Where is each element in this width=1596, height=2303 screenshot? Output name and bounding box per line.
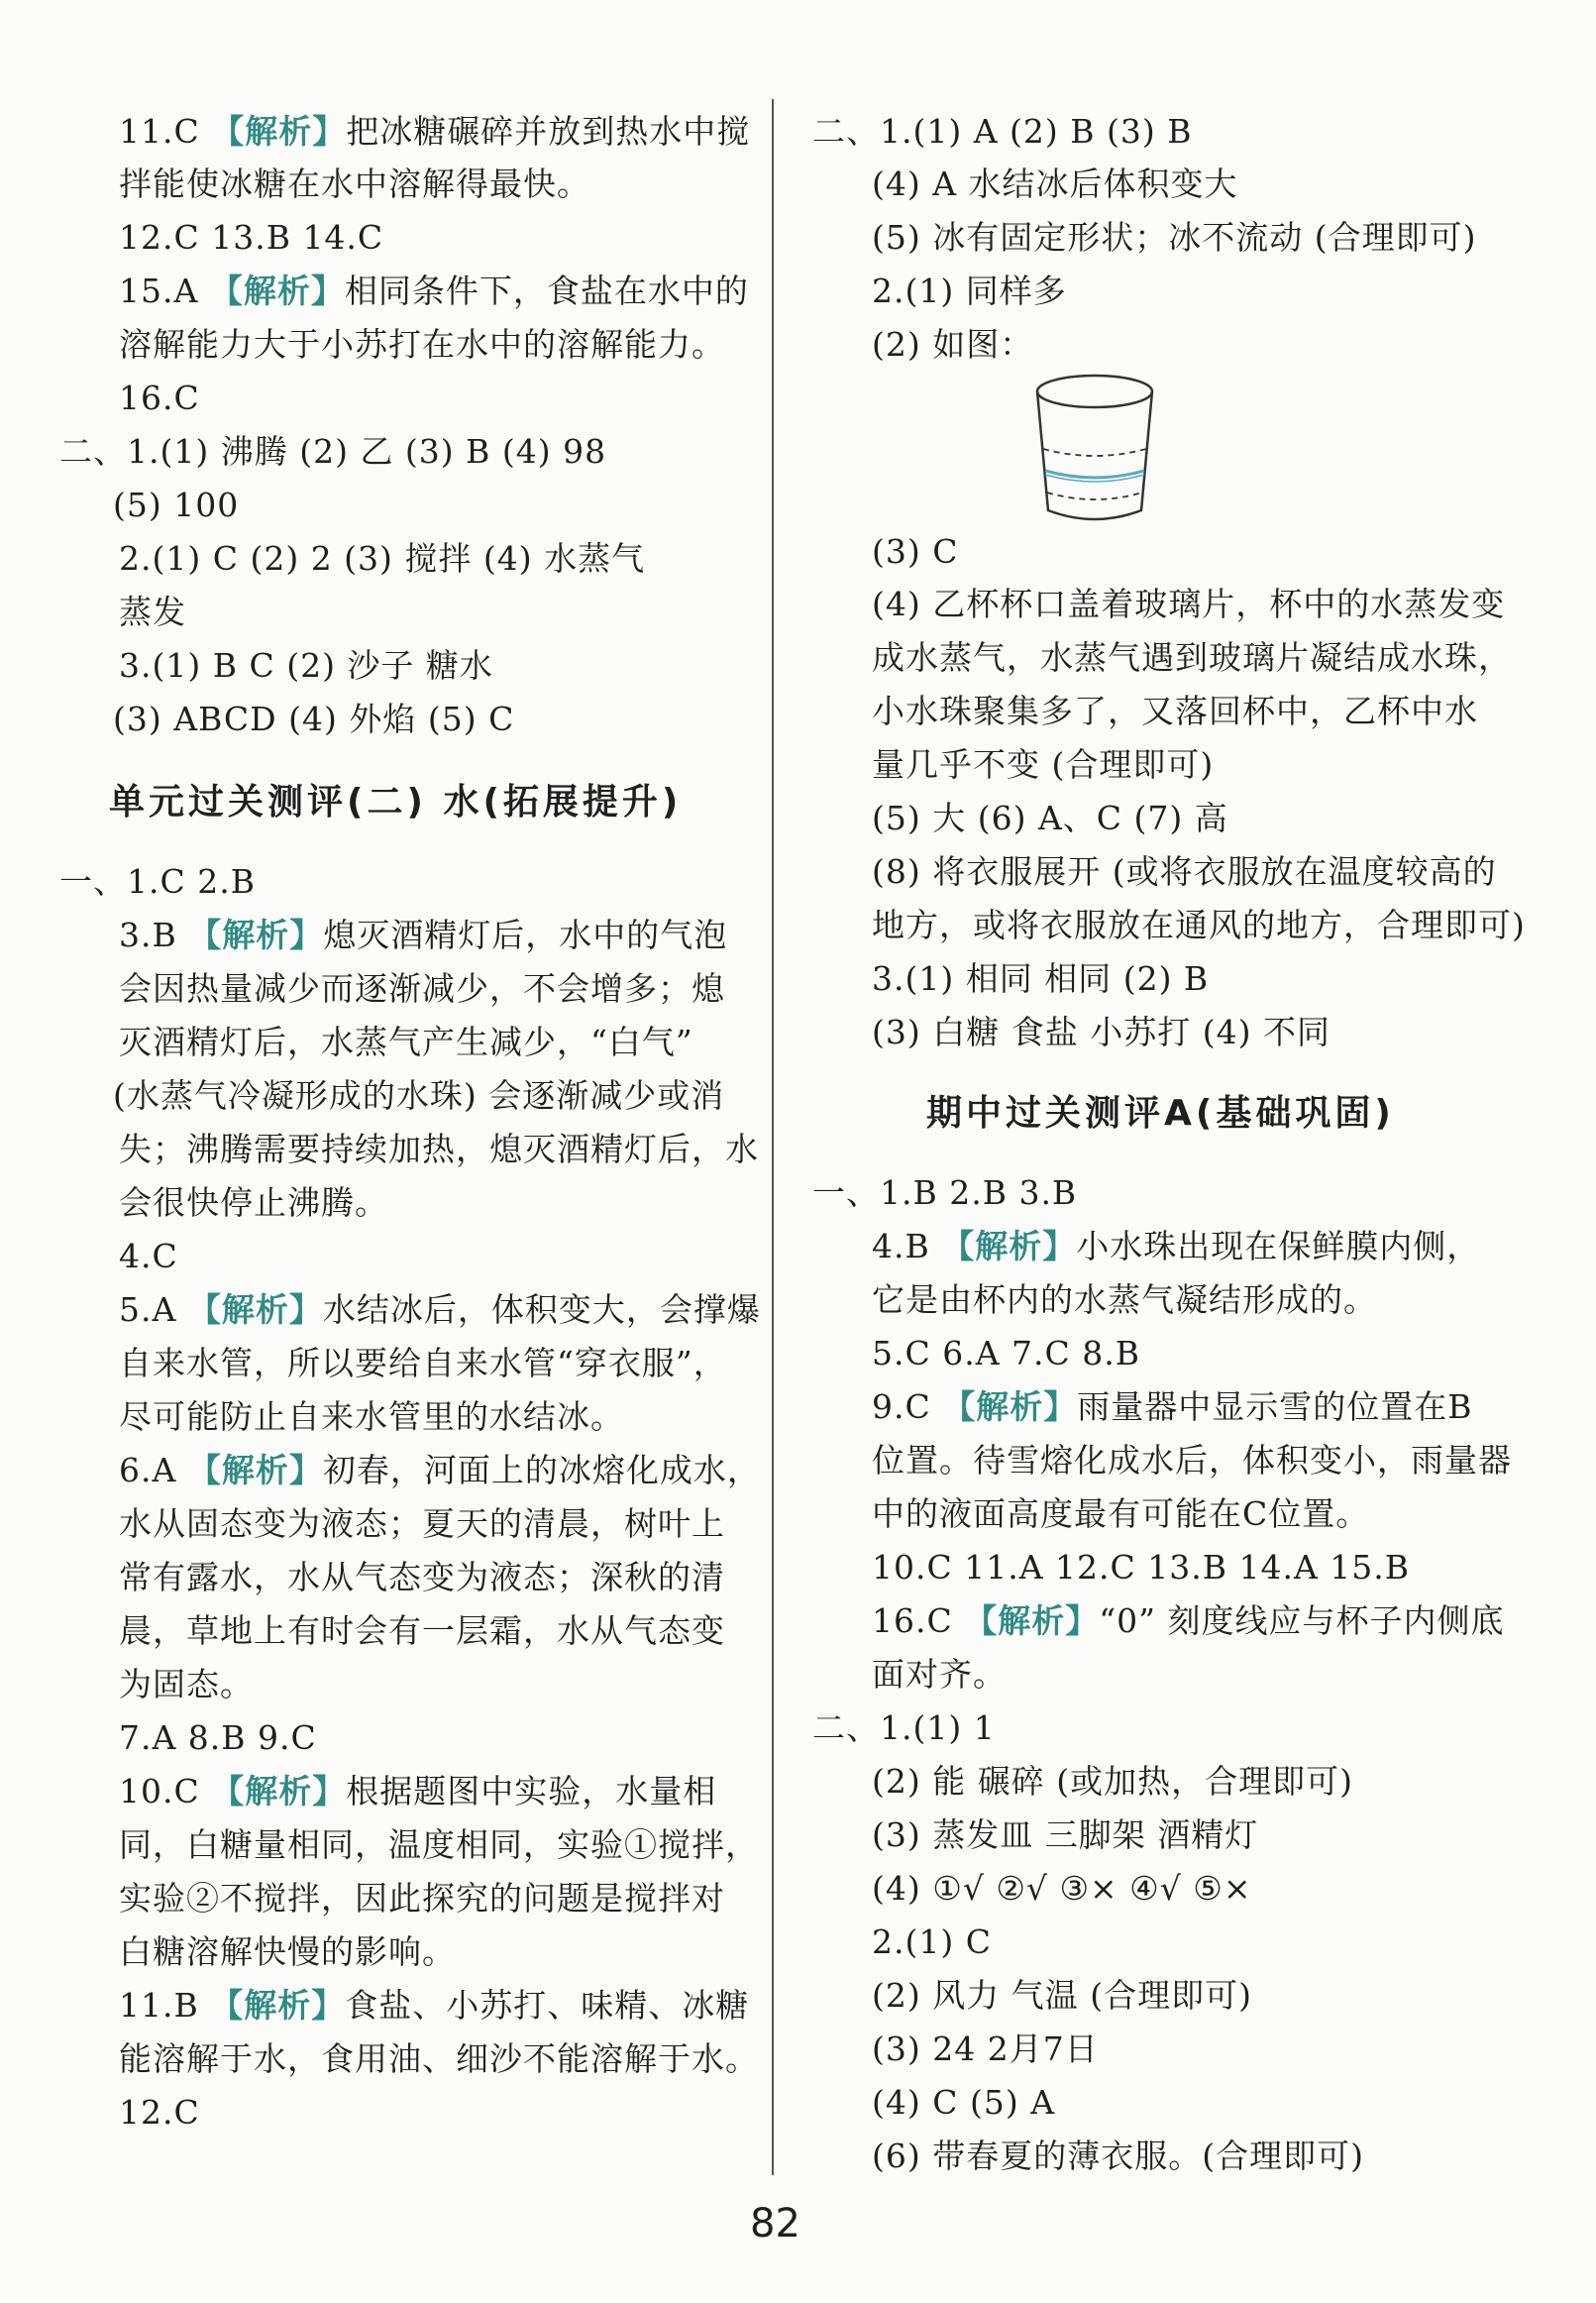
answer-line: 7.A 8.B 9.C	[119, 1718, 317, 1757]
analysis-tag: 【解析】	[942, 1387, 1078, 1426]
answer-line: (8) 将衣服展开 (或将衣服放在温度较高的	[872, 852, 1497, 891]
answer-line: 11.C 【解析】把冰糖碾碎并放到热水中搅	[119, 112, 751, 151]
answer-line: 2.(1) C	[872, 1922, 992, 1961]
bottom-dashed-line	[1047, 493, 1142, 499]
answer-line: 15.A 【解析】相同条件下，食盐在水中的	[119, 272, 749, 310]
answer-line: 5.A 【解析】水结冰后，体积变大，会撑爆	[119, 1290, 761, 1329]
section-heading: 期中过关测评A(基础巩固)	[926, 1093, 1395, 1134]
beaker-rim	[1037, 376, 1152, 407]
answer-line: 位置。待雪熔化成水后，体积变小，雨量器	[872, 1441, 1512, 1480]
beaker-illustration	[1030, 372, 1159, 530]
answer-line: (水蒸气冷凝形成的水珠) 会逐渐减少或消	[113, 1076, 725, 1115]
answer-line: 拌能使冰糖在水中溶解得最快。	[119, 164, 590, 203]
analysis-tag: 【解析】	[187, 1451, 323, 1489]
answer-line: 晨，草地上有时会有一层霜，水从气态变	[119, 1611, 725, 1650]
analysis-tag: 【解析】	[211, 1772, 347, 1810]
answer-line: (6) 带春夏的薄衣服。(合理即可)	[872, 2137, 1364, 2175]
answer-line: 会很快停止沸腾。	[119, 1183, 388, 1222]
answer-line: (5) 大 (6) A、C (7) 高	[872, 799, 1228, 837]
answer-line: 4.C	[119, 1237, 178, 1275]
answer-line: 尽可能防止自来水管里的水结冰。	[119, 1397, 624, 1436]
answer-line: 11.B 【解析】食盐、小苏打、味精、冰糖	[119, 1986, 750, 2025]
answer-line: 小水珠聚集多了，又落回杯中，乙杯中水	[872, 692, 1478, 730]
answer-line: 地方，或将衣服放在通风的地方，合理即可)	[872, 906, 1526, 944]
page-number: 82	[750, 2201, 800, 2247]
answer-line: 能溶解于水，食用油、细沙不能溶解于水。	[119, 2039, 759, 2078]
column-divider	[772, 99, 774, 2175]
analysis-tag: 【解析】	[210, 1986, 346, 2025]
answer-line: 16.C 【解析】“0” 刻度线应与杯子内侧底	[872, 1601, 1505, 1640]
answer-line: 10.C 【解析】根据题图中实验，水量相	[119, 1772, 717, 1810]
answer-line: 自来水管，所以要给自来水管“穿衣服”，	[119, 1344, 727, 1382]
answer-line: 10.C 11.A 12.C 13.B 14.A 15.B	[872, 1548, 1410, 1587]
analysis-tag: 【解析】	[941, 1227, 1077, 1265]
answer-line: 水从固态变为液态；夏天的清晨，树叶上	[119, 1504, 725, 1543]
answer-line: 它是由杯内的水蒸气凝结形成的。	[872, 1280, 1377, 1319]
analysis-tag: 【解析】	[187, 1290, 323, 1329]
answer-line: 5.C 6.A 7.C 8.B	[872, 1334, 1140, 1372]
answer-line: 常有露水，水从气态变为液态；深秋的清	[119, 1558, 725, 1596]
answer-line: (2) 能 碾碎 (或加热，合理即可)	[872, 1762, 1353, 1801]
answer-line: 灭酒精灯后，水蒸气产生减少，“白气”	[119, 1023, 693, 1061]
answer-line: 12.C 13.B 14.C	[119, 218, 384, 257]
answer-line: 二、1.(1) 1	[812, 1708, 996, 1747]
answer-line: 白糖溶解快慢的影响。	[119, 1932, 456, 1971]
answer-line: 溶解能力大于小苏打在水中的溶解能力。	[119, 325, 725, 364]
answer-line: (4) ①√ ②√ ③× ④√ ⑤×	[872, 1869, 1252, 1908]
answer-line: 会因热量减少而逐渐减少，不会增多；熄	[119, 969, 725, 1008]
answer-line: (3) ABCD (4) 外焰 (5) C	[113, 700, 515, 738]
answer-line: 量几乎不变 (合理即可)	[872, 745, 1215, 784]
answer-line: 同，白糖量相同，温度相同，实验①搅拌，	[119, 1825, 759, 1864]
answer-line: 实验②不搅拌，因此探究的问题是搅拌对	[119, 1879, 725, 1918]
answer-line: (5) 100	[113, 486, 240, 524]
answer-line: 成水蒸气，水蒸气遇到玻璃片凝结成水珠，	[872, 638, 1512, 677]
answer-line: (4) A 水结冰后体积变大	[872, 164, 1238, 203]
answer-line: 6.A 【解析】初春，河面上的冰熔化成水，	[119, 1451, 761, 1489]
section-heading: 单元过关测评(二) 水(拓展提升)	[109, 782, 683, 822]
answer-line: 2.(1) 同样多	[872, 272, 1067, 310]
water-level-line	[1045, 471, 1144, 478]
answer-line: (3) 白糖 食盐 小苏打 (4) 不同	[872, 1013, 1330, 1051]
answer-line: (3) C	[872, 532, 959, 571]
answer-line: 3.B 【解析】熄灭酒精灯后，水中的气泡	[119, 916, 728, 954]
answer-line: 一、1.B 2.B 3.B	[812, 1173, 1078, 1212]
answer-line: 失；沸腾需要持续加热，熄灭酒精灯后，水	[119, 1130, 759, 1168]
answer-line: 二、1.(1) 沸腾 (2) 乙 (3) B (4) 98	[59, 432, 607, 471]
analysis-tag: 【解析】	[188, 916, 324, 954]
answer-line: (4) 乙杯杯口盖着玻璃片，杯中的水蒸发变	[872, 585, 1506, 623]
answer-line: 蒸发	[119, 593, 186, 631]
answer-line: 2.(1) C (2) 2 (3) 搅拌 (4) 水蒸气	[119, 539, 646, 578]
analysis-tag: 【解析】	[964, 1601, 1100, 1640]
answer-line: (2) 如图：	[872, 325, 1034, 364]
answer-line: 4.B 【解析】小水珠出现在保鲜膜内侧，	[872, 1227, 1481, 1265]
answer-line: (3) 蒸发皿 三脚架 酒精灯	[872, 1815, 1259, 1854]
analysis-tag: 【解析】	[211, 112, 347, 151]
answer-line: (4) C (5) A	[872, 2083, 1056, 2122]
answer-line: 为固态。	[119, 1665, 254, 1703]
answer-line: (5) 冰有固定形状；冰不流动 (合理即可)	[872, 218, 1477, 257]
answer-line: 中的液面高度最有可能在C位置。	[872, 1494, 1370, 1533]
analysis-tag: 【解析】	[209, 272, 345, 310]
answer-line: 二、1.(1) A (2) B (3) B	[812, 112, 1193, 151]
answer-line: (3) 24 2月7日	[872, 2029, 1099, 2068]
answer-line: 16.C	[119, 379, 200, 417]
answer-line: 一、1.C 2.B	[59, 862, 256, 901]
answer-line: 3.(1) 相同 相同 (2) B	[872, 959, 1210, 998]
answer-line: 12.C	[119, 2093, 200, 2132]
original-water-level	[1043, 449, 1146, 456]
answer-line: 面对齐。	[872, 1655, 1007, 1694]
answer-line: 3.(1) B C (2) 沙子 糖水	[119, 646, 493, 685]
answer-line: (2) 风力 气温 (合理即可)	[872, 1976, 1252, 2015]
answer-line: 9.C 【解析】雨量器中显示雪的位置在B	[872, 1387, 1473, 1426]
